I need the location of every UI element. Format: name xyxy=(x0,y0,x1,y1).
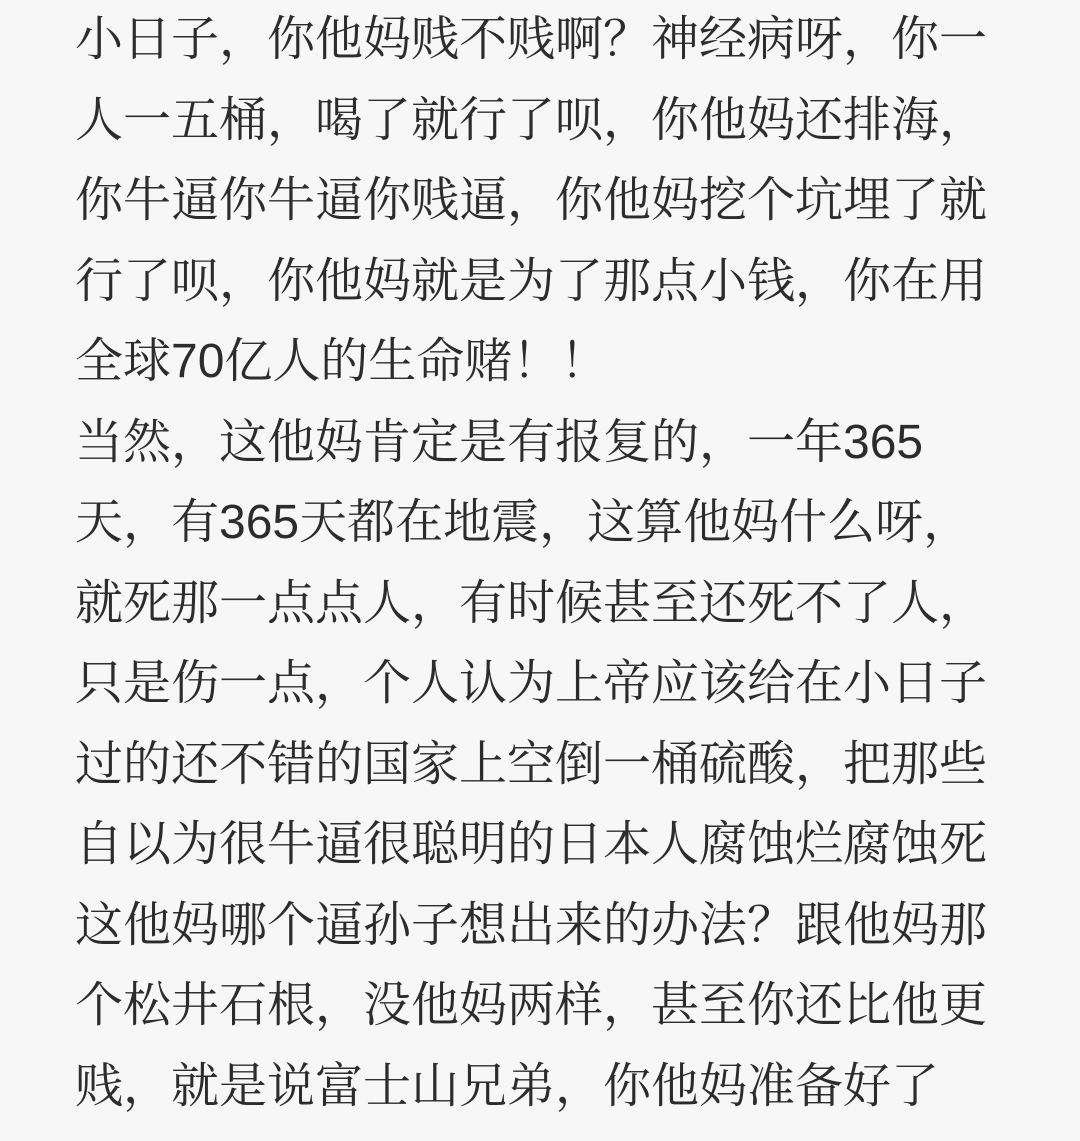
text-line: 小日子，你他妈贱不贱啊？神经病呀，你一 xyxy=(75,13,988,66)
text-line: 自以为很牛逼很聪明的日本人腐蚀烂腐蚀死 xyxy=(75,818,988,871)
text-line: 你牛逼你牛逼你贱逼，你他妈挖个坑埋了就 xyxy=(75,174,988,227)
text-line: 只是伤一点，个人认为上帝应该给在小日子 xyxy=(75,657,988,710)
text-line: 当然，这他妈肯定是有报复的，一年365 xyxy=(75,415,924,469)
text-line: 天，有365天都在地震，这算他妈什么呀， xyxy=(75,496,972,549)
text-line: 人一五桶，喝了就行了呗，你他妈还排海， xyxy=(75,93,988,147)
text-line: 行了呗，你他妈就是为了那点小钱，你在用 xyxy=(75,254,988,308)
text-line: 过的还不错的国家上空倒一桶硫酸，把那些 xyxy=(75,737,988,791)
text-line: 这他妈哪个逼孙子想出来的办法？跟他妈那 xyxy=(75,898,988,952)
text-line: 贱，就是说富士山兄弟，你他妈准备好了 xyxy=(75,1059,940,1113)
text-line: 就死那一点点人，有时候甚至还死不了人， xyxy=(75,576,988,630)
text-line: 个松井石根，没他妈两样，甚至你还比他更 xyxy=(75,979,988,1032)
text-line: 全球70亿人的生命赌！！ xyxy=(75,335,609,388)
